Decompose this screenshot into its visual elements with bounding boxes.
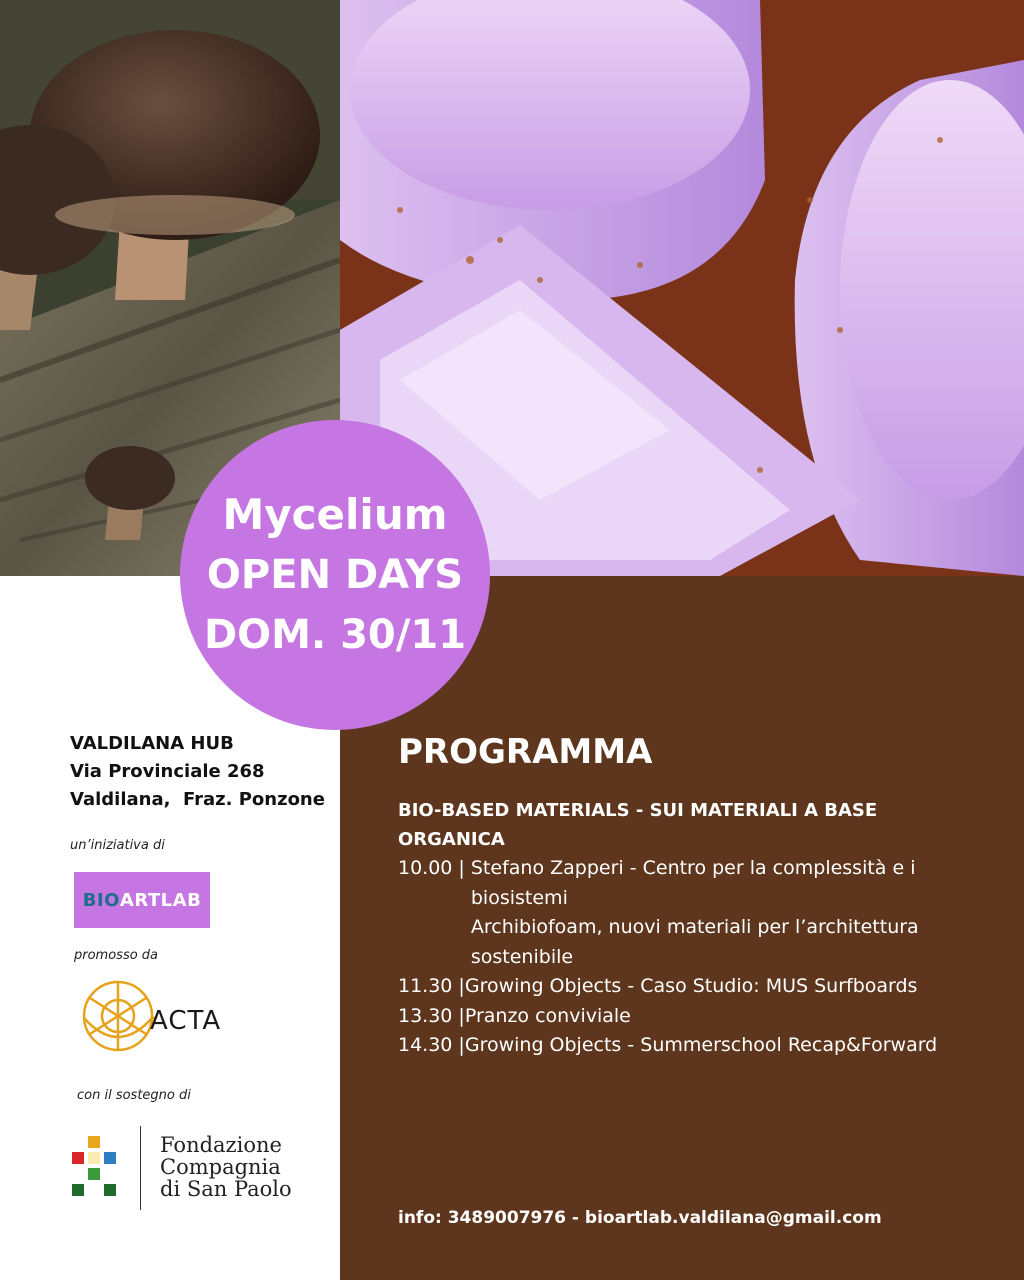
programma-title: PROGRAMMA [398,732,653,772]
item-content [471,854,998,972]
promoted-label: promosso da [74,948,159,963]
fondazione-logo-icon [72,1136,128,1200]
venue-name: VALDILANA HUB [70,733,234,754]
list-item [398,1031,998,1061]
item-time: 13.30 | [398,1004,465,1027]
fondazione-divider [140,1126,141,1210]
initiative-label: un’iniziativa di [70,838,165,853]
item-time: 10.00 | [398,857,471,879]
bioartlab-logo [74,872,210,928]
bioartlab-logo-art: ARTLAB [119,889,202,911]
venue-city: Valdilana, Fraz. Ponzone [70,789,325,810]
badge-subtitle: OPEN DAYS [206,552,464,598]
programma-list [398,854,998,1061]
list-item [398,1002,998,1032]
fondazione-line1: Fondazione [160,1133,282,1157]
item-time: 11.30 | [398,975,465,997]
item-title: Growing Objects - Caso Studio: MUS Surfboards [464,975,918,997]
item-detail: Archibiofoam, nuovi materiali per l’architettura sostenibile [470,916,919,968]
item-time: 14.30 | [398,1034,465,1056]
list-item [398,972,998,1002]
badge-title: Mycelium [222,490,448,539]
list-item [398,854,998,972]
item-title: Pranzo conviviale [464,1004,631,1027]
acta-logo-text: ACTA [150,1006,222,1036]
contact-info: info: 3489007976 - bioartlab.valdilana@gmail.com [398,1208,882,1228]
programma-subtitle: BIO-BASED MATERIALS - SUI MATERIALI A BASE ORGANICA [398,800,878,850]
bioartlab-logo-bio: BIO [82,889,120,911]
event-badge [180,420,490,730]
badge-date: DOM. 30/11 [203,612,467,658]
venue-street: Via Provinciale 268 [70,761,265,782]
item-title: Stefano Zapperi - Centro per la complessità e i biosistemi [470,857,916,909]
fondazione-line2: Compagnia [160,1155,281,1179]
fondazione-name [160,1134,292,1200]
venue-address [70,730,325,814]
support-label: con il sostegno di [77,1088,191,1103]
item-title: Growing Objects - Summerschool Recap&Forward [464,1034,938,1056]
fondazione-line3: di San Paolo [160,1177,292,1201]
